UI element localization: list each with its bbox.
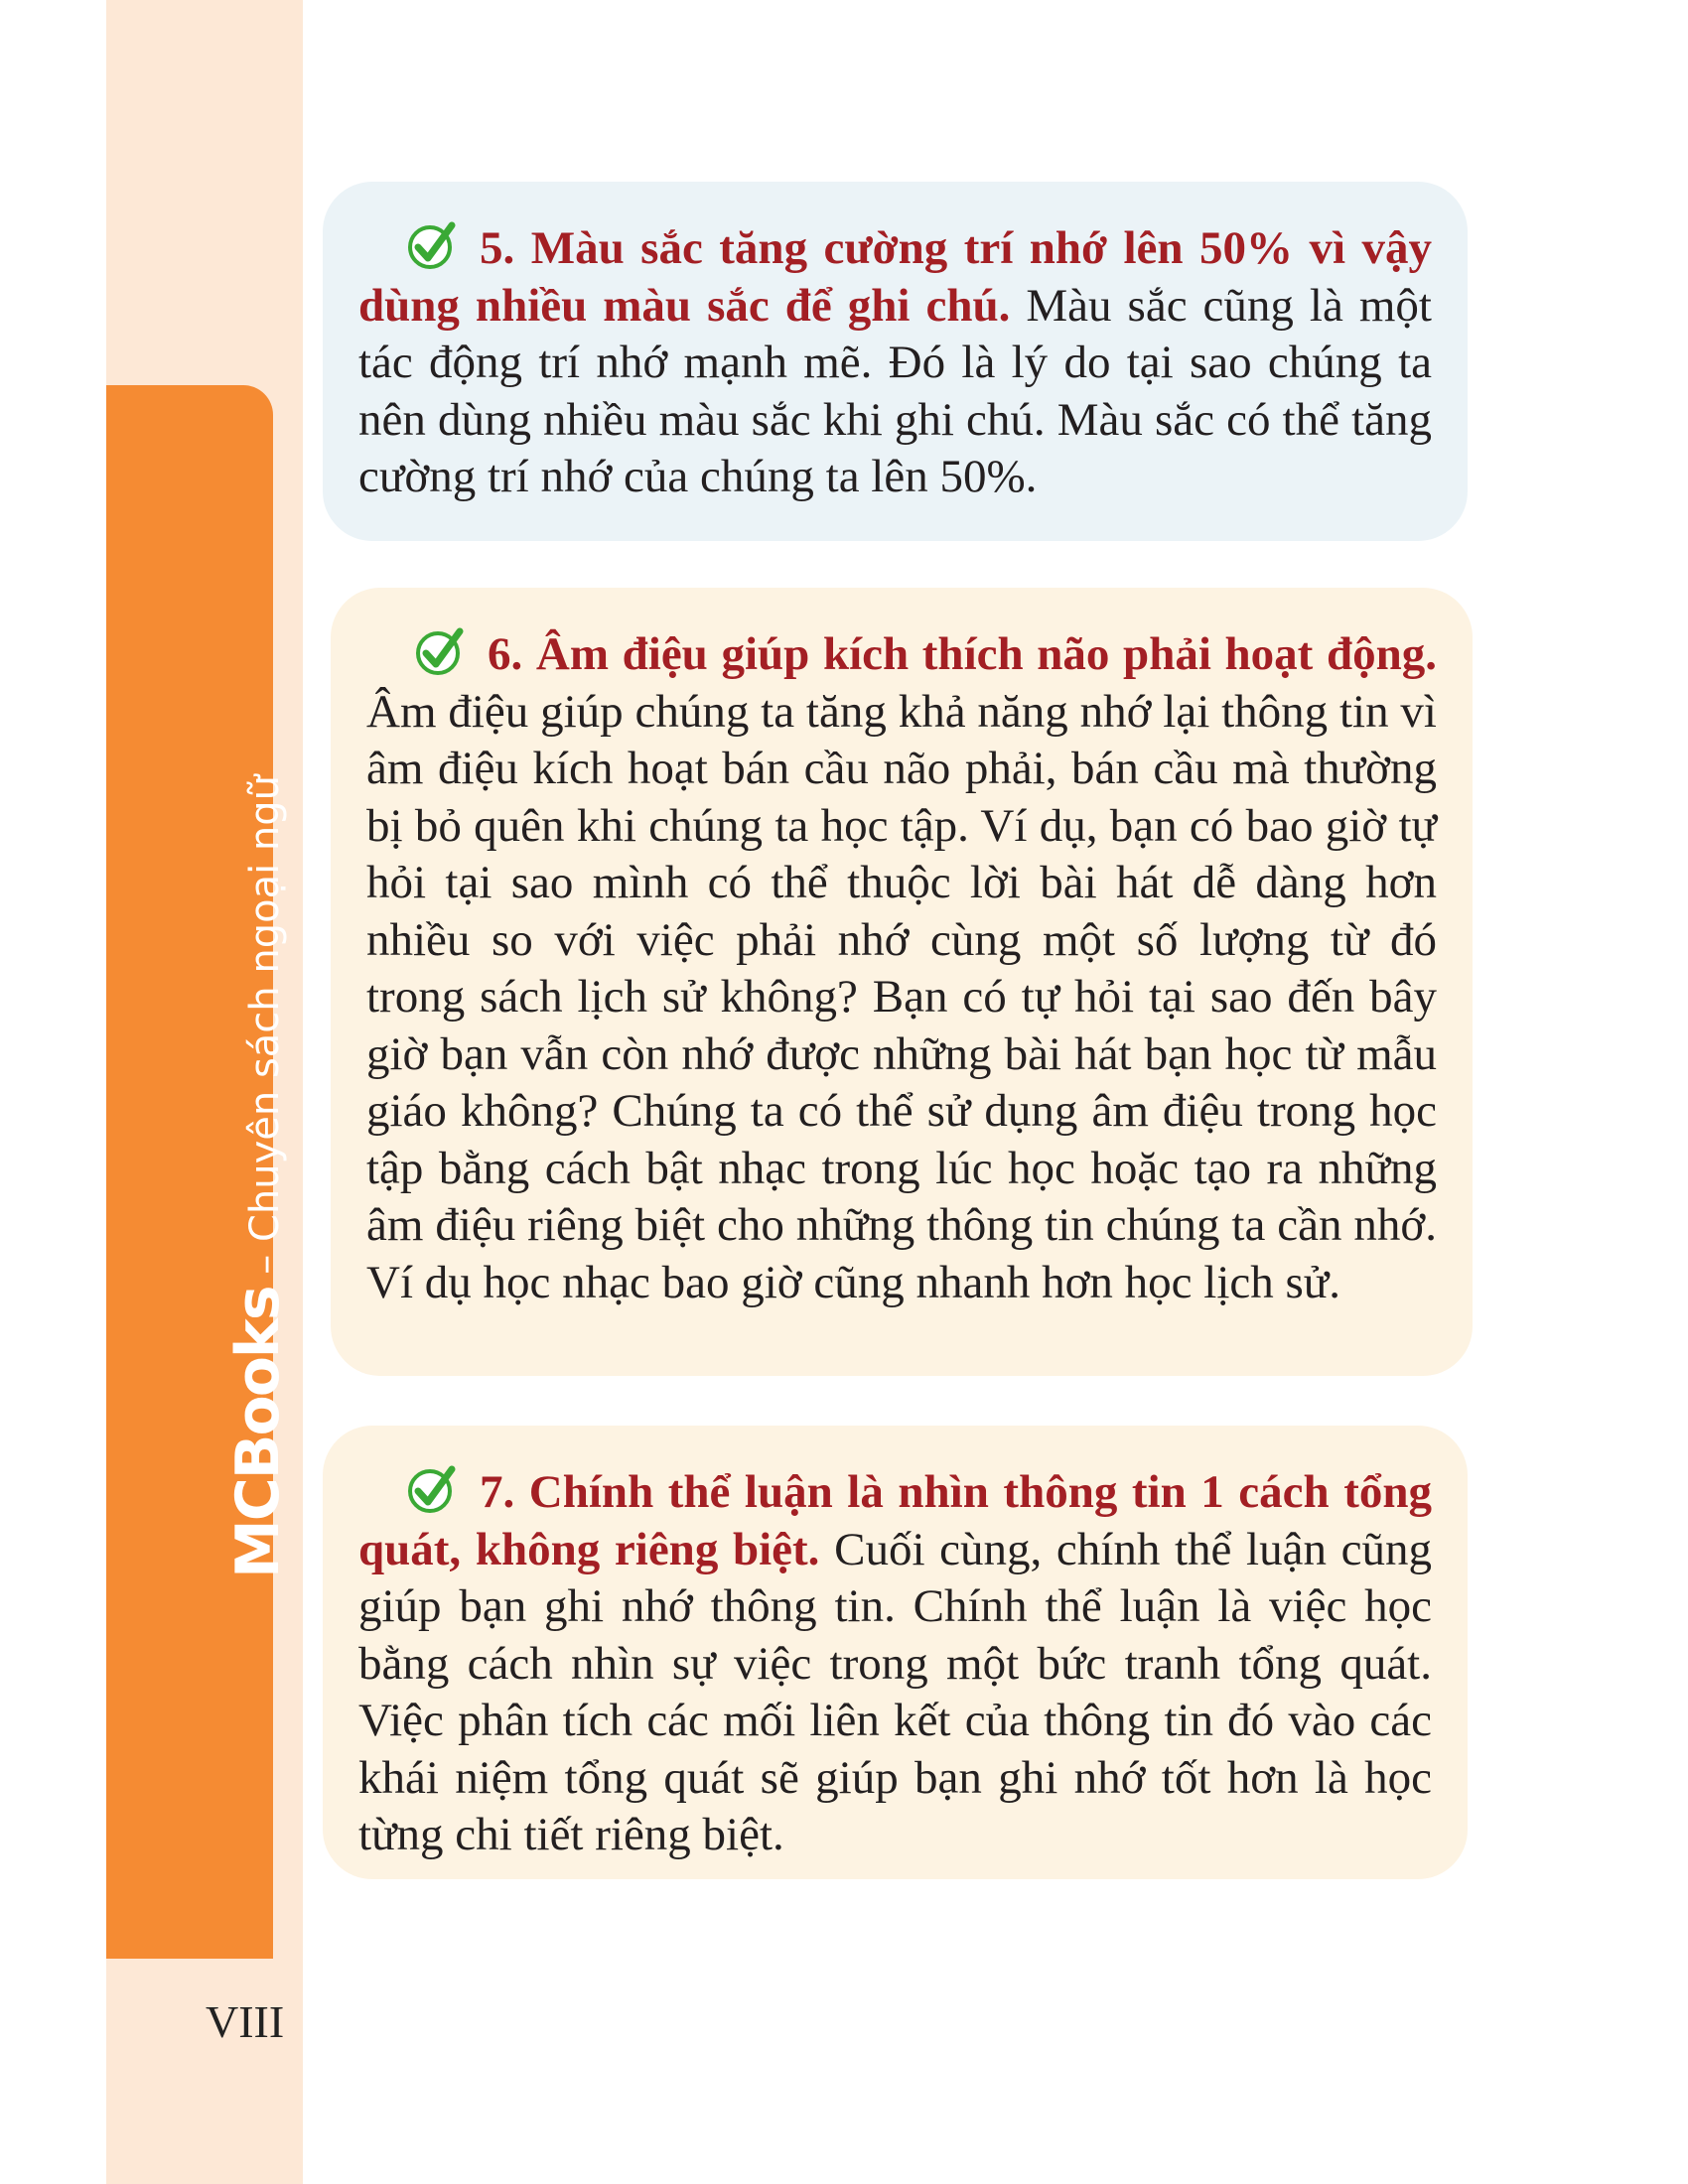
tip-card-7 — [323, 1426, 1468, 1879]
tip-heading: 7. Chính thể luận là nhìn thông tin 1 cách tổng quát, không riêng biệt. — [358, 1466, 1432, 1575]
brand-tagline: – Chuyên sách ngoại ngữ — [242, 775, 288, 1288]
tip-paragraph — [366, 625, 1437, 1311]
sidebar-brand — [223, 775, 293, 1578]
check-circle-icon — [406, 219, 458, 271]
tip-heading: 5. Màu sắc tăng cường trí nhớ lên 50% vì vậy dùng nhiều màu sắc để ghi chú. — [358, 222, 1432, 332]
tip-paragraph — [358, 1463, 1432, 1864]
page-number: VIII — [206, 1996, 285, 2047]
tip-body: Âm điệu giúp chúng ta tăng khả năng nhớ lại thông tin vì âm điệu kích hoạt bán cầu não phải, bán cầu mà thường bị bỏ quên khi chúng ta học tập. Ví dụ, bạn có bao giờ tự hỏi tại sao mình có thể thuộc lời bài hát dễ dàng hơn nhiều so với việc phải nhớ cùng một số lượng từ đó trong sách lịch sử không? Bạn có tự hỏi tại sao đến bây giờ bạn vẫn còn nhớ được những bài hát bạn học từ mẫu giáo không? Chúng ta có thể sử dụng âm điệu trong học tập bằng cách bật nhạc trong lúc học hoặc tạo ra những âm điệu riêng biệt cho những thông tin chúng ta cần nhớ. Ví dụ học nhạc bao giờ cũng nhanh hơn học lịch sử. — [366, 685, 1437, 1308]
tip-heading: 6. Âm điệu giúp kích thích não phải hoạt động. — [488, 628, 1437, 680]
tip-card-6 — [331, 588, 1473, 1376]
brand-name: MCBooks — [223, 1287, 293, 1578]
tip-body: Cuối cùng, chính thể luận cũng giúp bạn ghi nhớ thông tin. Chính thể luận là việc học bằng cách nhìn sự việc trong một bức tranh tổng quát. Việc phân tích các mối liên kết của thông tin đó vào các khái niệm tổng quát sẽ giúp bạn ghi nhớ tốt hơn là học từng chi tiết riêng biệt. — [358, 1523, 1432, 1860]
check-circle-icon — [406, 1463, 458, 1515]
check-circle-icon — [414, 625, 466, 677]
tip-body: Màu sắc cũng là một tác động trí nhớ mạnh mẽ. Đó là lý do tại sao chúng ta nên dùng nhiều màu sắc khi ghi chú. Màu sắc có thể tăng cường trí nhớ của chúng ta lên 50%. — [358, 279, 1432, 502]
tip-paragraph — [358, 219, 1432, 506]
tip-card-5 — [323, 182, 1468, 541]
